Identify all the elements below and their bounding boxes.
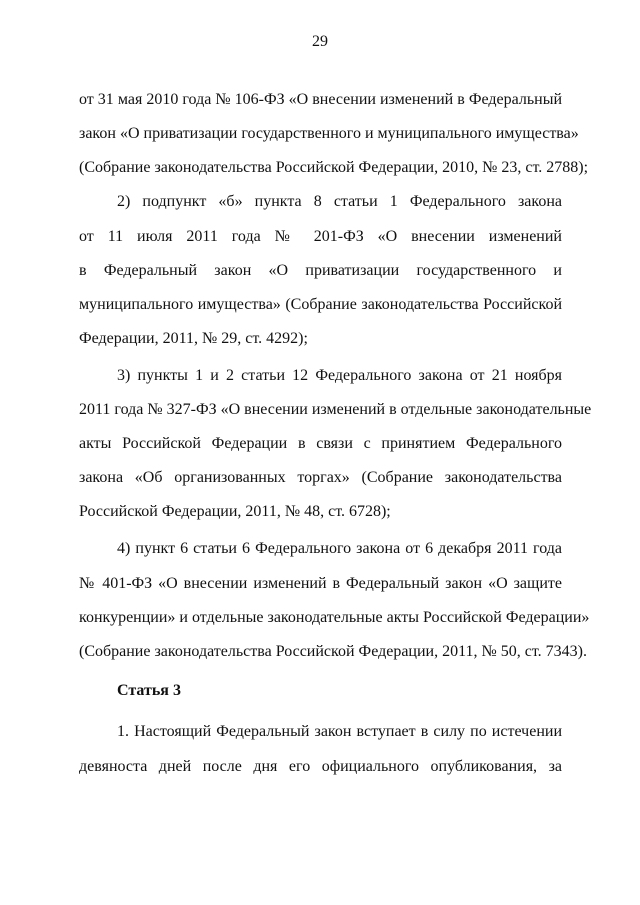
text-line: Федерации, 2011, № 29, ст. 4292); xyxy=(79,330,308,347)
text-line: 1. Настоящий Федеральный закон вступает в силу по истечении xyxy=(117,723,562,740)
text-line: акты Российской Федерации в связи с принятием Федерального xyxy=(79,435,562,452)
text-line: закона «Об организованных торгах» (Собрание законодательства xyxy=(79,469,562,486)
text-line: конкуренции» и отдельные законодательные акты Российской Федерации» xyxy=(79,609,590,626)
text-line: от 31 мая 2010 года № 106-ФЗ «О внесении изменений в Федеральный xyxy=(79,91,562,108)
text-line: 3) пункты 1 и 2 статьи 12 Федерального закона от 21 ноября xyxy=(117,367,562,384)
text-line: девяноста дней после дня его официального опубликования, за xyxy=(79,758,562,775)
text-line: муниципального имущества» (Собрание законодательства Российской xyxy=(79,296,562,313)
text-line: 4) пункт 6 статьи 6 Федерального закона от 6 декабря 2011 года xyxy=(117,540,562,557)
article-heading: Статья 3 xyxy=(117,682,181,699)
text-line: № 401-ФЗ «О внесении изменений в Федеральный закон «О защите xyxy=(79,575,562,592)
text-line: (Собрание законодательства Российской Федерации, 2011, № 50, ст. 7343). xyxy=(79,643,587,660)
text-line: Российской Федерации, 2011, № 48, ст. 6728); xyxy=(79,503,391,520)
text-line: от 11 июля 2011 года № 201-ФЗ «О внесении изменений xyxy=(79,228,562,245)
page-number: 29 xyxy=(312,33,328,50)
text-line: закон «О приватизации государственного и муниципального имущества» xyxy=(79,125,579,142)
text-line: 2) подпункт «б» пункта 8 статьи 1 Федерального закона xyxy=(117,193,562,210)
text-line: 2011 года № 327-ФЗ «О внесении изменений в отдельные законодательные xyxy=(79,401,592,418)
text-line: в Федеральный закон «О приватизации государственного и xyxy=(79,262,562,279)
text-line: (Собрание законодательства Российской Федерации, 2010, № 23, ст. 2788); xyxy=(79,159,589,176)
